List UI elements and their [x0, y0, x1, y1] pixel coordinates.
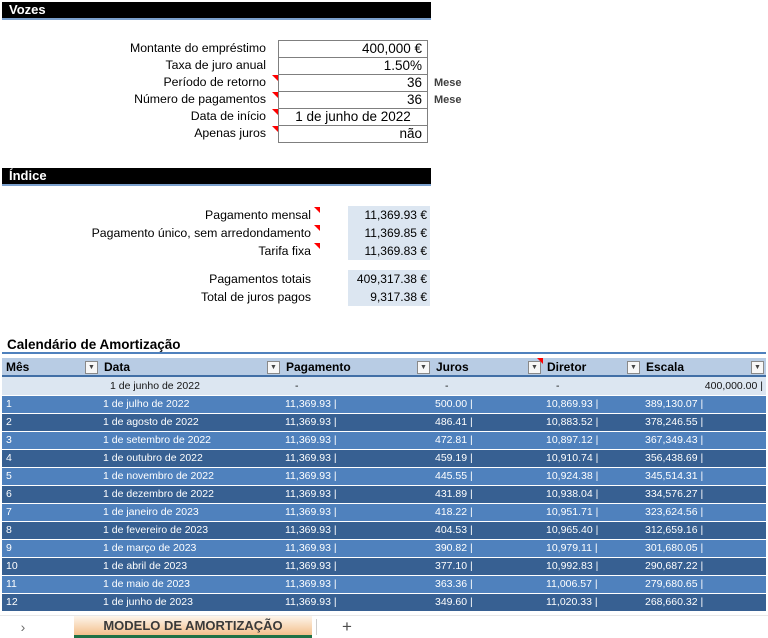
column-header-escala — [642, 358, 766, 375]
cell-diretor: 11,020.33 | — [546, 596, 598, 608]
cell-pagamento: 11,369.93 | — [285, 434, 337, 446]
table-row — [2, 594, 766, 612]
field-label: Data de início — [190, 109, 266, 123]
table-row — [2, 468, 766, 486]
column-header-diretor — [543, 358, 642, 375]
comment-indicator-icon — [314, 225, 320, 231]
cell-escala: 301,680.05 | — [645, 542, 704, 554]
filter-dropdown-icon[interactable]: ▼ — [751, 361, 764, 374]
cell-juros: 486.41 | — [435, 416, 473, 428]
cell-pagamento: 11,369.93 | — [285, 506, 337, 518]
comment-marker-slot — [312, 224, 320, 242]
cell-diretor: 10,869.93 | — [546, 398, 599, 410]
table-row — [2, 396, 766, 414]
cell-escala: 323,624.56 | — [645, 506, 704, 518]
cell-escala: 345,514.31 | — [645, 470, 704, 482]
cell-mes: 8 — [6, 524, 12, 536]
cell-juros: 431.89 | — [435, 488, 473, 500]
form-row — [2, 91, 462, 108]
tab-divider — [316, 619, 317, 635]
cell-juros: 404.53 | — [435, 524, 473, 536]
cell-juros: 459.19 | — [435, 452, 473, 464]
cell-diretor: 10,883.52 | — [546, 416, 599, 428]
comment-marker-slot — [270, 74, 278, 91]
filter-dropdown-icon[interactable]: ▼ — [85, 361, 98, 374]
cell-mes: 1 — [6, 398, 12, 410]
table-row — [2, 377, 766, 396]
sheet-tab-bar — [0, 615, 768, 638]
field-input-cell[interactable]: 1 de junho de 2022 — [278, 108, 428, 126]
table-row — [2, 504, 766, 522]
field-input-cell[interactable]: 36 — [278, 74, 428, 92]
result-value-cell: 11,369.93 € — [348, 206, 430, 224]
group-spacer — [2, 260, 432, 270]
result-value-cell: 11,369.83 € — [348, 242, 430, 260]
table-row — [2, 576, 766, 594]
cell-data: 1 de outubro de 2022 — [103, 452, 203, 464]
cell-juros: 472.81 | — [435, 434, 473, 446]
result-label: Pagamentos totais — [209, 272, 311, 286]
cell-data: 1 de dezembro de 2022 — [103, 488, 214, 500]
cell-mes: 3 — [6, 434, 12, 446]
cell-mes: 7 — [6, 506, 12, 518]
column-header-mês — [2, 358, 100, 375]
filter-dropdown-icon[interactable]: ▼ — [417, 361, 430, 374]
cell-mes: 4 — [6, 452, 12, 464]
column-header-data — [100, 358, 282, 375]
cell-pagamento: 11,369.93 | — [285, 524, 337, 536]
cell-diretor: - — [556, 380, 560, 392]
section-header-vozes: Vozes — [2, 2, 431, 20]
input-form — [2, 40, 462, 142]
comment-marker-slot — [270, 91, 278, 108]
table-row — [2, 414, 766, 432]
field-suffix: Mese — [434, 77, 462, 89]
cell-diretor: 10,910.74 | — [546, 452, 599, 464]
cell-data: 1 de julho de 2022 — [103, 398, 190, 410]
column-label: Data — [104, 360, 131, 374]
comment-marker-slot — [312, 206, 320, 224]
cell-escala: 279,680.65 | — [645, 578, 704, 590]
cell-diretor: 10,951.71 | — [546, 506, 599, 518]
filter-dropdown-icon[interactable]: ▼ — [267, 361, 280, 374]
result-label: Total de juros pagos — [200, 290, 311, 304]
form-row — [2, 74, 462, 91]
cell-data: 1 de janeiro de 2023 — [103, 506, 199, 518]
cell-juros: 418.22 | — [435, 506, 473, 518]
cell-escala: 400,000.00 | — [704, 380, 763, 392]
comment-marker-slot — [270, 108, 278, 125]
cell-escala: 389,130.07 | — [645, 398, 704, 410]
field-label: Período de retorno — [163, 75, 266, 89]
result-label: Pagamento único, sem arredondamento — [91, 226, 311, 240]
cell-mes: 9 — [6, 542, 12, 554]
field-suffix: Mese — [434, 94, 462, 106]
cell-data: 1 de março de 2023 — [103, 542, 197, 554]
cell-data: 1 de maio de 2023 — [103, 578, 190, 590]
cell-juros: 377.10 | — [435, 560, 473, 572]
result-row — [2, 288, 432, 306]
add-sheet-button[interactable]: + — [342, 617, 352, 636]
field-input-cell[interactable]: 400,000 € — [278, 40, 428, 58]
comment-marker-slot — [270, 40, 278, 57]
cell-mes: 10 — [6, 560, 18, 572]
table-row — [2, 558, 766, 576]
cell-data: 1 de junho de 2022 — [110, 380, 200, 392]
cell-diretor: 11,006.57 | — [546, 578, 598, 590]
cell-pagamento: 11,369.93 | — [285, 452, 337, 464]
sheet-nav-right-icon[interactable]: › — [20, 619, 26, 635]
cell-pagamento: 11,369.93 | — [285, 578, 337, 590]
cell-juros: - — [445, 380, 449, 392]
cell-data: 1 de abril de 2023 — [103, 560, 188, 572]
cell-pagamento: 11,369.93 | — [285, 560, 337, 572]
cell-mes: 11 — [6, 578, 17, 590]
result-row — [2, 206, 432, 224]
results-list — [2, 206, 432, 306]
cell-pagamento: 11,369.93 | — [285, 488, 337, 500]
cell-escala: 378,246.55 | — [645, 416, 704, 428]
field-input-cell[interactable]: 1.50% — [278, 57, 428, 75]
cell-data: 1 de fevereiro de 2023 — [103, 524, 209, 536]
cell-mes: 5 — [6, 470, 12, 482]
comment-indicator-icon — [314, 207, 320, 213]
schedule-title: Calendário de Amortização — [2, 337, 766, 354]
cell-escala: 356,438.69 | — [645, 452, 704, 464]
form-row — [2, 40, 462, 57]
cell-escala: 334,576.27 | — [645, 488, 704, 500]
field-label: Montante do empréstimo — [129, 41, 266, 55]
cell-juros: 445.55 | — [435, 470, 473, 482]
column-label: Diretor — [547, 360, 587, 374]
cell-data: 1 de novembro de 2022 — [103, 470, 214, 482]
field-input-cell[interactable]: 36 — [278, 91, 428, 109]
comment-marker-slot — [270, 125, 278, 142]
result-row — [2, 270, 432, 288]
field-label: Número de pagamentos — [134, 92, 266, 106]
column-label: Pagamento — [286, 360, 351, 374]
cell-juros: 500.00 | — [435, 398, 473, 410]
cell-juros: 363.36 | — [435, 578, 473, 590]
form-row — [2, 125, 462, 142]
cell-escala: 367,349.43 | — [645, 434, 704, 446]
cell-pagamento: - — [295, 380, 299, 392]
cell-mes: 12 — [6, 596, 18, 608]
table-header-row — [2, 358, 766, 377]
field-input-cell[interactable]: não — [278, 125, 428, 143]
cell-mes: 6 — [6, 488, 12, 500]
cell-data: 1 de agosto de 2022 — [103, 416, 199, 428]
field-label: Apenas juros — [194, 126, 266, 140]
cell-pagamento: 11,369.93 | — [285, 470, 337, 482]
column-label: Mês — [6, 360, 30, 374]
cell-pagamento: 11,369.93 | — [285, 416, 337, 428]
cell-escala: 268,660.32 | — [645, 596, 704, 608]
cell-mes — [2, 377, 100, 395]
cell-data: 1 de setembro de 2022 — [103, 434, 211, 446]
cell-diretor: 10,938.04 | — [546, 488, 599, 500]
field-label: Taxa de juro anual — [165, 58, 266, 72]
result-value-cell: 409,317.38 € — [348, 270, 430, 288]
result-label: Pagamento mensal — [205, 208, 311, 222]
comment-marker-slot — [270, 57, 278, 74]
column-header-pagamento — [282, 358, 432, 375]
result-label: Tarifa fixa — [258, 244, 311, 258]
table-row — [2, 540, 766, 558]
cell-escala: 290,687.22 | — [645, 560, 704, 572]
cell-data: 1 de junho de 2023 — [103, 596, 193, 608]
result-value-cell: 11,369.85 € — [348, 224, 430, 242]
comment-indicator-icon — [314, 243, 320, 249]
column-header-juros — [432, 358, 543, 375]
comment-marker-slot — [312, 242, 320, 260]
result-row — [2, 224, 432, 242]
table-row — [2, 450, 766, 468]
cell-pagamento: 11,369.93 | — [285, 596, 337, 608]
form-row — [2, 108, 462, 125]
cell-diretor: 10,992.83 | — [546, 560, 599, 572]
column-label: Escala — [646, 360, 685, 374]
filter-dropdown-icon[interactable]: ▼ — [627, 361, 640, 374]
sheet-tab-modelo-de-amortizacao[interactable]: MODELO DE AMORTIZAÇÃO — [74, 616, 312, 638]
cell-diretor: 10,965.40 | — [546, 524, 599, 536]
table-row — [2, 522, 766, 540]
comment-marker-slot — [312, 288, 320, 306]
result-row — [2, 242, 432, 260]
amortization-table — [2, 358, 766, 612]
column-label: Juros — [436, 360, 469, 374]
cell-escala: 312,659.16 | — [645, 524, 704, 536]
form-row — [2, 57, 462, 74]
table-row — [2, 432, 766, 450]
table-row — [2, 486, 766, 504]
cell-diretor: 10,897.12 | — [546, 434, 599, 446]
cell-diretor: 10,979.11 | — [546, 542, 598, 554]
cell-juros: 390.82 | — [435, 542, 473, 554]
section-header-indice: Índice — [2, 168, 431, 186]
cell-juros: 349.60 | — [435, 596, 473, 608]
filter-dropdown-icon[interactable]: ▼ — [528, 361, 541, 374]
cell-pagamento: 11,369.93 | — [285, 542, 337, 554]
cell-diretor: 10,924.38 | — [546, 470, 599, 482]
table-body — [2, 377, 766, 612]
comment-marker-slot — [312, 270, 320, 288]
cell-pagamento: 11,369.93 | — [285, 398, 337, 410]
cell-mes: 2 — [6, 416, 12, 428]
result-value-cell: 9,317.38 € — [348, 288, 430, 306]
